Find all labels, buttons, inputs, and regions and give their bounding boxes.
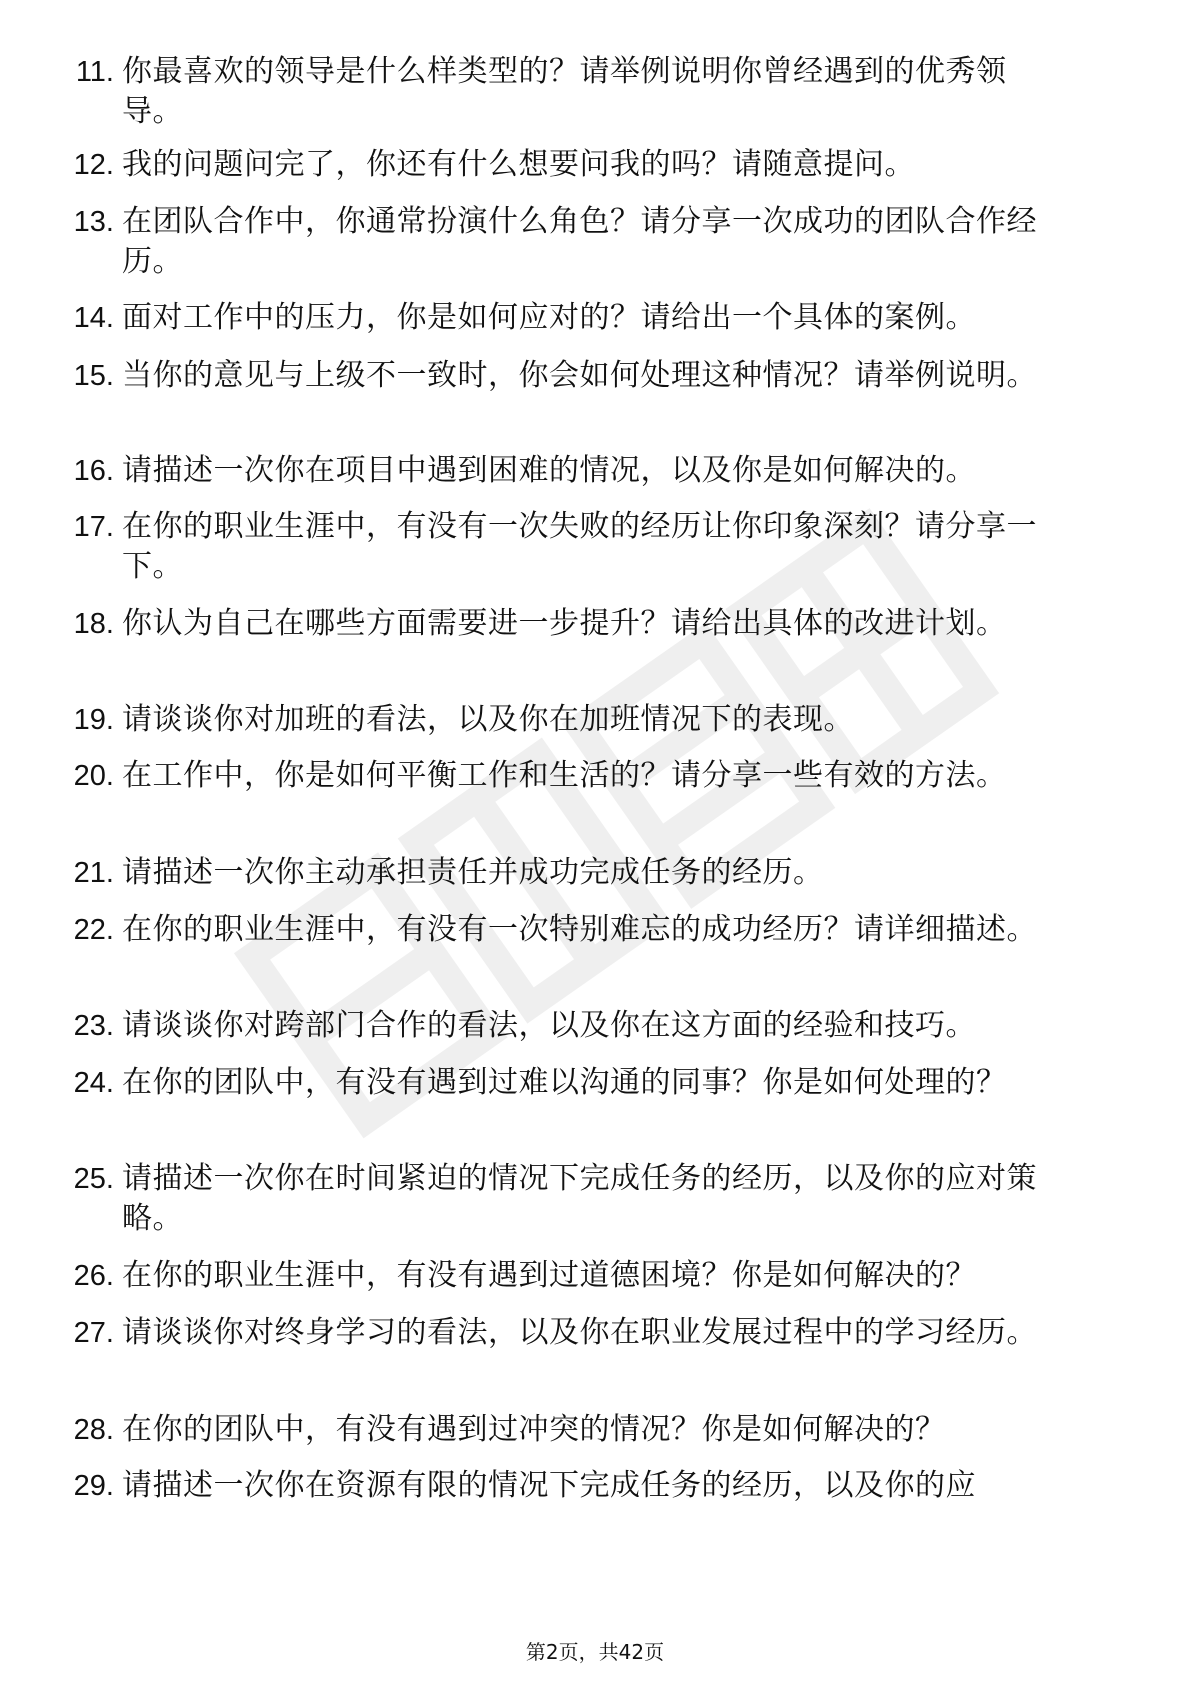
- question-text: 请描述一次你主动承担责任并成功完成任务的经历。: [122, 855, 824, 890]
- question-number: 18.: [73, 608, 114, 640]
- question-text: 请谈谈你对加班的看法，以及你在加班情况下的表现。: [122, 702, 854, 737]
- question-number: 23.: [73, 1010, 114, 1042]
- question-number: 27.: [73, 1317, 114, 1349]
- question-text: 请描述一次你在资源有限的情况下完成任务的经历，以及你的应: [122, 1468, 976, 1503]
- question-number: 20.: [73, 760, 114, 792]
- question-number: 29.: [73, 1470, 114, 1502]
- question-number: 15.: [73, 360, 114, 392]
- question-number: 25.: [73, 1163, 114, 1195]
- question-text: 在你的团队中，有没有遇到过难以沟通的同事？你是如何处理的？: [122, 1065, 1007, 1100]
- question-number: 16.: [73, 455, 114, 487]
- question-number: 14.: [73, 302, 114, 334]
- question-text: 你最喜欢的领导是什么样类型的？请举例说明你曾经遇到的优秀领导。: [122, 54, 1007, 129]
- question-number: 13.: [73, 206, 114, 238]
- question-number: 22.: [73, 914, 114, 946]
- question-text: 在工作中，你是如何平衡工作和生活的？请分享一些有效的方法。: [122, 758, 1007, 793]
- question-text: 请谈谈你对跨部门合作的看法，以及你在这方面的经验和技巧。: [122, 1008, 976, 1043]
- question-number: 28.: [73, 1414, 114, 1446]
- question-number: 21.: [73, 857, 114, 889]
- question-text: 你认为自己在哪些方面需要进一步提升？请给出具体的改进计划。: [122, 606, 1007, 641]
- page-number: 第2页，共42页: [525, 1640, 665, 1664]
- question-text: 面对工作中的压力，你是如何应对的？请给出一个具体的案例。: [122, 300, 976, 335]
- question-text: 在你的职业生涯中，有没有一次特别难忘的成功经历？请详细描述。: [122, 912, 1037, 947]
- question-number: 17.: [73, 511, 114, 543]
- question-number: 11.: [75, 56, 114, 88]
- question-text: 我的问题问完了，你还有什么想要问我的吗？请随意提问。: [122, 147, 915, 182]
- question-text: 在你的职业生涯中，有没有遇到过道德困境？你是如何解决的？: [122, 1258, 976, 1293]
- question-text: 在你的团队中，有没有遇到过冲突的情况？你是如何解决的？: [122, 1412, 946, 1447]
- question-number: 26.: [73, 1260, 114, 1292]
- question-text: 请描述一次你在项目中遇到困难的情况，以及你是如何解决的。: [122, 453, 976, 488]
- question-number: 19.: [73, 704, 114, 736]
- question-number: 12.: [73, 149, 114, 181]
- question-text: 当你的意见与上级不一致时，你会如何处理这种情况？请举例说明。: [122, 358, 1037, 393]
- question-text: 请谈谈你对终身学习的看法，以及你在职业发展过程中的学习经历。: [122, 1315, 1037, 1350]
- question-text: 在团队合作中，你通常扮演什么角色？请分享一次成功的团队合作经历。: [122, 204, 1037, 279]
- question-text: 在你的职业生涯中，有没有一次失败的经历让你印象深刻？请分享一下。: [122, 509, 1037, 584]
- question-text: 请描述一次你在时间紧迫的情况下完成任务的经历，以及你的应对策略。: [122, 1161, 1037, 1236]
- question-number: 24.: [73, 1067, 114, 1099]
